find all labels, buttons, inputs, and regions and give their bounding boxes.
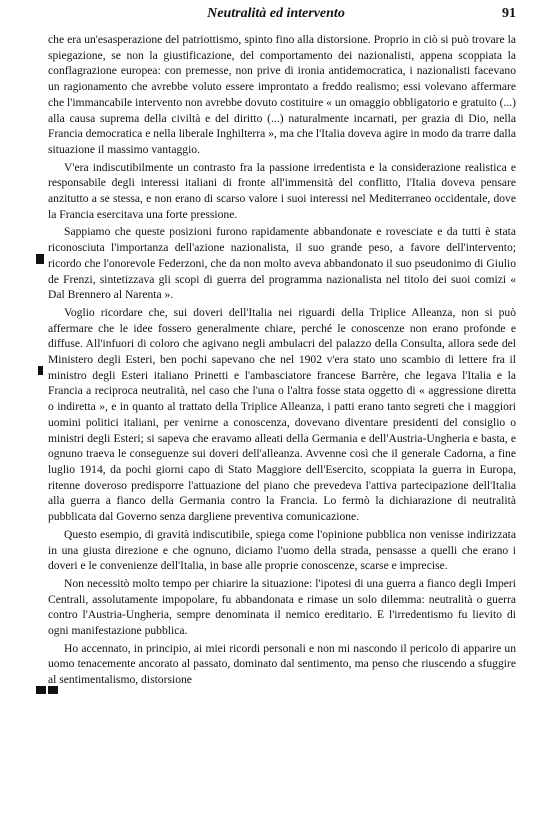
running-title: Neutralità ed intervento	[207, 6, 345, 21]
margin-mark	[38, 366, 43, 375]
margin-mark	[36, 254, 44, 264]
paragraph: che era un'esasperazione del patriottismo, spinto fino alla distorsione. Proprio in ciò si può trovare la spiegazione, se non la giustificazione, del comportamento dei nazionalisti, appena scoppiata la conflagrazione europea: con premesse, non prive di ironia antidemocratica, i nazionalisti facevano un ragionamento che avrebbe voluto essere improntato a freddo realismo; essi volevano affermare che l'immancabile intervento non avrebbe dovuto costituire « un omaggio obbligatorio e gratuito (...) alla causa suprema della civiltà e del diritto (...) naturalmente incarnati, per grazia di Dio, nella Francia democratica e nella liberale Inghilterra », ma che l'Italia doveva agire in modo da trarre dalla situazione il massimo vantaggio.	[48, 33, 516, 156]
paragraph: Ho accennato, in principio, ai miei ricordi personali e non mi nascondo il pericolo di apparire un uomo tenacemente ancorato al passato, dominato dal sentimento, ma penso che riuscendo a sfuggire al sentimentalismo, distorsione	[48, 641, 516, 687]
paragraph: Non necessitò molto tempo per chiarire la situazione: l'ipotesi di una guerra a fianco degli Imperi Centrali, assolutamente impopolare, fu abbandonata e rimase un solo dilemma: neutralità o guerra contro l'Austria-Ungheria, sempre denominata il nemico ereditario. E l'irredentismo fu lievito di ogni manifestazione pubblica.	[48, 576, 516, 638]
paragraph: Questo esempio, di gravità indiscutibile, spiega come l'opinione pubblica non venisse indirizzata in una giusta direzione e che ognuno, diciamo l'uomo della strada, pensasse a quelli che erano i doveri e le convenienze dell'Italia, in base alle proprie conoscenze, scarse e imprecise.	[48, 527, 516, 573]
body-text	[48, 32, 516, 690]
page-header	[36, 6, 516, 30]
paragraph: Voglio ricordare che, sui doveri dell'Italia nei riguardi della Triplice Alleanza, non si può affermare che le idee fossero generalmente chiare, perché le conoscenze non erano profonde e diffuse. All'infuori di coloro che agivano negli ambulacri del palazzo della Consulta, allora sede del Ministero degli Esteri, ben pochi sapevano che nel 1902 v'era stato uno scambio di lettere fra il ministro degli Esteri italiano Prinetti e l'ambasciatore francese Barrère, che legava l'Italia e la Francia a reciproca neutralità, nel caso che l'una o l'altra fosse stata oggetto di « aggressione diretta o indiretta », e in quanto al trattato della Triplice Alleanza, i patti erano tanto segreti che i maggiori uomini politici italiani, per venirne a conoscenza, dovevano diventare presidenti del consiglio o ministri degli Esteri; si sapeva che eravamo alleati della Germania e dell'Austria-Ungheria e basta, e ognuno traeva le conseguenze sui doveri dell'alleanza. Avvenne così che il generale Cadorna, a fine luglio 1914, da pochi giorni capo di Stato Maggiore dell'Esercito, scoppiata la guerra in Europa, ritenne doveroso predisporre l'attuazione del piano che prevedeva l'attiva partecipazione dell'Italia alla guerra a fianco della Germania contro la Francia. Lo fermò la dichiarazione di neutralità pubblicata dal Governo senza dargliene preventiva comunicazione.	[48, 305, 516, 524]
page-number: 91	[502, 6, 516, 21]
margin-mark	[36, 686, 46, 694]
margin-mark	[48, 686, 58, 694]
paragraph: V'era indiscutibilmente un contrasto fra la passione irredentista e la considerazione realistica e responsabile degli interessi italiani di fronte all'immensità del conflitto, l'Italia doveva pensare anzitutto a se stessa, e non erano di scarso valore i suoi interessi nel Mediterraneo occidentale, dove la Francia esercitava una forte pressione.	[48, 160, 516, 221]
paragraph: Sappiamo che queste posizioni furono rapidamente abbandonate e rovesciate e da tutti è stata riconosciuta l'importanza dell'azione nazionalista, il suo grande peso, a favore dell'intervento; ricordo che l'onorevole Federzoni, che da non molto aveva abbandonato il suo pseudonimo di Giulio de Frenzi, sintetizzava gli scopi di guerra del programma nazionalista nel titolo dei suoi comizi « Dal Brennero al Narenta ».	[48, 225, 516, 302]
